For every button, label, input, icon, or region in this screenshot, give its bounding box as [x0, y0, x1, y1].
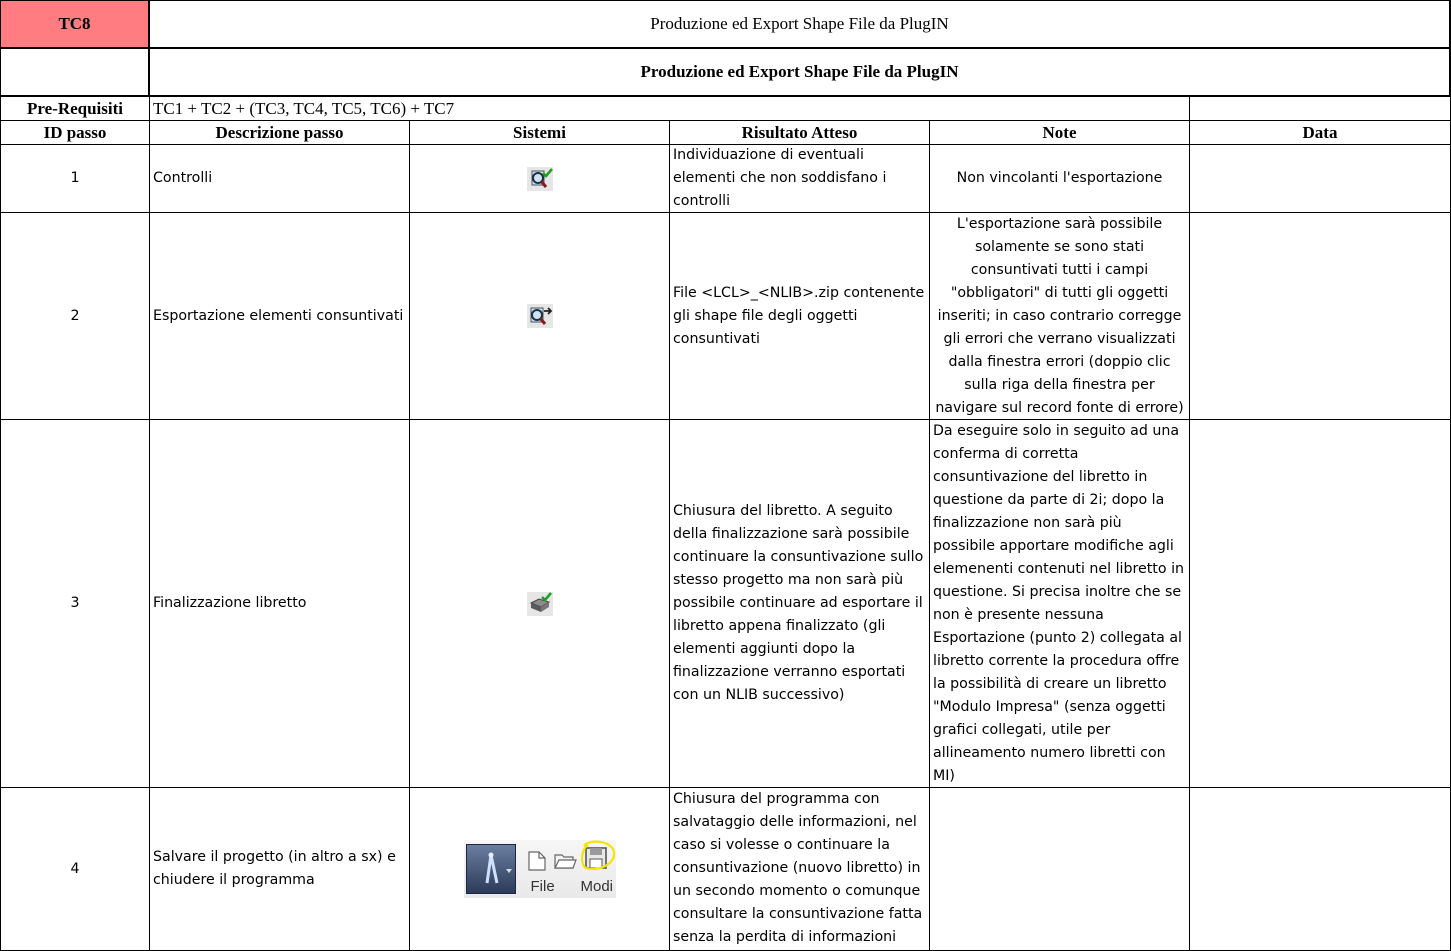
step-result-cell [670, 788, 930, 951]
step-date-cell [1190, 145, 1451, 213]
step-note: Da eseguire solo in seguito ad una conferma di corretta consuntivazione del libretto in questione da parte di 2i; dopo la finalizzazione non sarà più possibile apportare modifiche agli elemenenti contenuti nel libretto in questione. Si precisa inoltre che se non è presente nessuna Esportazione (punto 2) collegata al libretto corrente la procedura offre la possibilità di creare un libretto "Modulo Impresa" (senza oggetti grafici collegati, utile per allineamento numero libretti con MI) [933, 422, 1184, 784]
page-title: Produzione ed Export Shape File da PlugIN [650, 14, 949, 33]
title-cell [150, 0, 1451, 49]
step-system-cell [410, 788, 670, 951]
step-note: L'esportazione sarà possibile solamente se sono stati consuntivati tutti i campi "obbligatori" di tutti gli oggetti inseriti; in caso contrario corregge gli errori che verrano visualizzati dalla finestra errori (doppio clic sulla riga della finestra per navigare sul record fonte di errore) [935, 215, 1184, 416]
step-result: File <LCL>_<NLIB>.zip contenente gli shape file degli oggetti consuntivati [673, 284, 925, 347]
step-system-cell [410, 145, 670, 213]
step-description: Controlli [153, 170, 213, 186]
step-description-cell [150, 145, 410, 213]
step-note-cell [930, 420, 1190, 788]
step-id: 4 [70, 860, 80, 877]
save-ribbon-icon [464, 840, 616, 898]
col-header-note [930, 121, 1190, 145]
step-description: Finalizzazione libretto [153, 595, 307, 611]
col-header-descrizione [150, 121, 410, 145]
app-menu-button[interactable] [466, 844, 516, 894]
prereq-value-cell [150, 97, 1190, 121]
ribbon-modi-label: Modi [580, 878, 614, 895]
col-header-sistemi [410, 121, 670, 145]
col-header-id-label: ID passo [43, 122, 107, 142]
step-description: Salvare il progetto (in altro a sx) e chiudere il programma [153, 849, 396, 888]
step-id: 2 [70, 307, 80, 324]
step-system-cell [410, 420, 670, 788]
step-description-cell [150, 213, 410, 420]
step-result-cell [670, 420, 930, 788]
step-note-cell [930, 213, 1190, 420]
step-result: Individuazione di eventuali elementi che non soddisfano i controlli [673, 147, 887, 209]
step-description-cell [150, 420, 410, 788]
step-result: Chiusura del libretto. A seguito della finalizzazione sarà possibile continuare la consuntivazione sullo stesso progetto ma non sarà più possibile continuare ad esportare il libretto appena finalizzato (gli elementi aggiunti dopo la finalizzazione verranno esportati con un NLIB successivo) [673, 503, 924, 703]
ribbon-file-label: File [530, 878, 555, 895]
col-header-risultato [670, 121, 930, 145]
prereq-blank-cell [1190, 97, 1451, 121]
tc-id: TC8 [58, 14, 91, 33]
subtitle-cell [150, 49, 1451, 97]
step-result-cell [670, 213, 930, 420]
tc-id-cell [0, 0, 150, 49]
step-id-cell [0, 788, 150, 951]
step-description: Esportazione elementi consuntivati [153, 307, 404, 324]
step-date-cell [1190, 420, 1451, 788]
step-id-cell [0, 213, 150, 420]
prereq-label: Pre-Requisiti [26, 98, 123, 118]
subtitle: Produzione ed Export Shape File da PlugIN [640, 62, 959, 81]
col-header-data-label: Data [1302, 122, 1338, 142]
step-id: 1 [70, 170, 80, 186]
prereq-label-cell [0, 97, 150, 121]
finalize-book-icon[interactable] [525, 589, 555, 619]
save-icon[interactable] [578, 840, 618, 876]
step-result-cell [670, 145, 930, 213]
col-header-id [0, 121, 150, 145]
col-header-note-label: Note [1042, 122, 1077, 142]
step-date-cell [1190, 788, 1451, 951]
col-header-data [1190, 121, 1451, 145]
step-date-cell [1190, 213, 1451, 420]
step-note-cell [930, 788, 1190, 951]
prereq-value: TC1 + TC2 + (TC3, TC4, TC5, TC6) + TC7 [153, 98, 455, 118]
col-header-sistemi-label: Sistemi [513, 122, 566, 142]
step-id: 3 [70, 595, 80, 611]
step-id-cell [0, 420, 150, 788]
open-folder-icon[interactable] [553, 850, 577, 872]
col-header-descrizione-label: Descrizione passo [215, 122, 344, 142]
export-magnifier-icon[interactable] [525, 301, 555, 331]
step-note-cell [930, 145, 1190, 213]
step-note: Non vincolanti l'esportazione [956, 170, 1163, 186]
blank-corner-cell [0, 49, 150, 97]
new-file-icon[interactable] [526, 850, 548, 872]
check-magnifier-icon[interactable] [525, 164, 555, 194]
step-description-cell [150, 788, 410, 951]
col-header-risultato-label: Risultato Atteso [741, 122, 858, 142]
step-result: Chiusura del programma con salvataggio delle informazioni, nel caso si volesse o continuare la consuntivazione (nuovo libretto) in un secondo momento o comunque consultare la consuntivazione fatta senza la perdita di informazioni [673, 791, 923, 945]
step-id-cell [0, 145, 150, 213]
step-system-cell [410, 213, 670, 420]
